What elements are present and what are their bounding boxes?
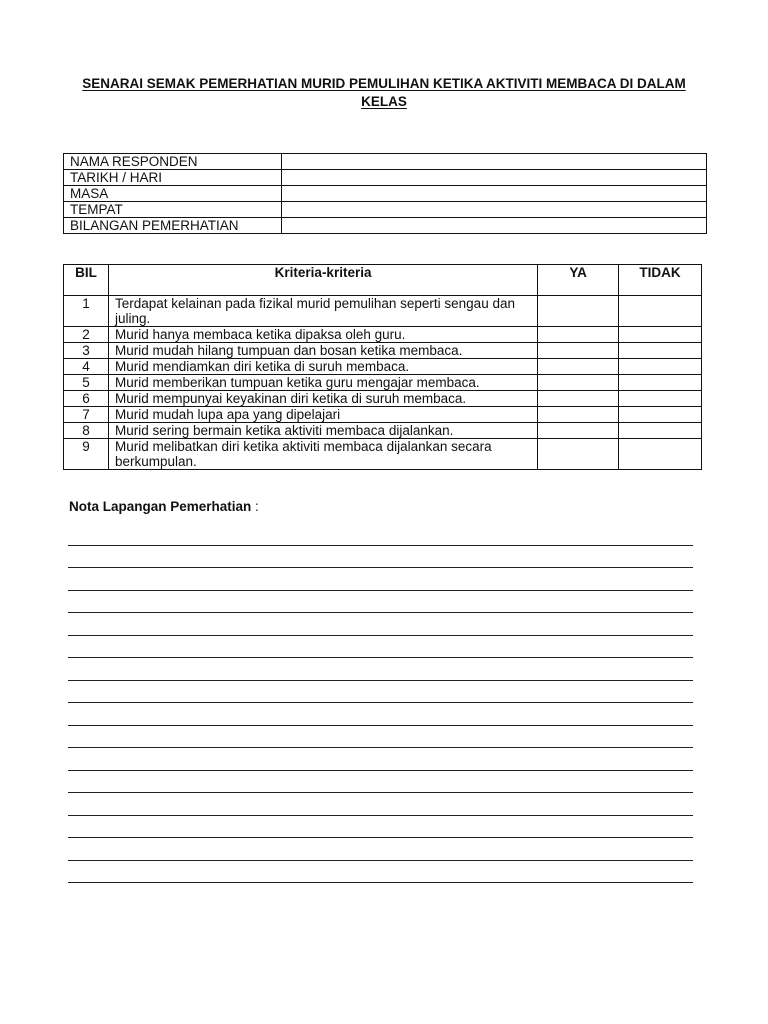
ya-checkbox-cell[interactable]: [538, 375, 619, 391]
row-number: 1: [64, 296, 109, 327]
document-title: SENARAI SEMAK PEMERHATIAN MURID PEMULIHAN KETIKA AKTIVITI MEMBACA DI DALAM KELAS: [82, 76, 686, 109]
note-line[interactable]: [68, 658, 693, 681]
tidak-checkbox-cell[interactable]: [619, 296, 702, 327]
header-bil: BIL: [64, 265, 109, 296]
note-line[interactable]: [68, 591, 693, 614]
info-value-nama-responden[interactable]: [282, 154, 707, 170]
table-row: [64, 423, 702, 439]
table-row: [64, 407, 702, 423]
note-line[interactable]: [68, 613, 693, 636]
note-line[interactable]: [68, 546, 693, 569]
notes-label: Nota Lapangan Pemerhatian: [69, 499, 252, 514]
ya-checkbox-cell[interactable]: [538, 327, 619, 343]
tidak-checkbox-cell[interactable]: [619, 359, 702, 375]
notes-writing-lines[interactable]: [68, 523, 693, 883]
notes-heading: [69, 499, 259, 514]
ya-checkbox-cell[interactable]: [538, 296, 619, 327]
table-row: [64, 186, 707, 202]
table-row: [64, 327, 702, 343]
criteria-text: Murid mendiamkan diri ketika di suruh membaca.: [108, 359, 537, 375]
note-line[interactable]: [68, 771, 693, 794]
note-line[interactable]: [68, 816, 693, 839]
table-header-row: [64, 265, 702, 296]
note-line[interactable]: [68, 523, 693, 546]
criteria-text: Terdapat kelainan pada fizikal murid pemulihan seperti sengau dan juling.: [108, 296, 537, 327]
row-number: 8: [64, 423, 109, 439]
tidak-checkbox-cell[interactable]: [619, 407, 702, 423]
table-row: [64, 218, 707, 234]
respondent-info-table: [63, 153, 707, 234]
table-row: [64, 202, 707, 218]
criteria-text: Murid mudah hilang tumpuan dan bosan ketika membaca.: [108, 343, 537, 359]
row-number: 9: [64, 439, 109, 470]
info-label-nama-responden: NAMA RESPONDEN: [64, 154, 282, 170]
info-value-tarikh-hari[interactable]: [282, 170, 707, 186]
ya-checkbox-cell[interactable]: [538, 423, 619, 439]
row-number: 5: [64, 375, 109, 391]
note-line[interactable]: [68, 568, 693, 591]
note-line[interactable]: [68, 861, 693, 884]
tidak-checkbox-cell[interactable]: [619, 343, 702, 359]
note-line[interactable]: [68, 636, 693, 659]
info-label-tarikh-hari: TARIKH / HARI: [64, 170, 282, 186]
info-label-bilangan-pemerhatian: BILANGAN PEMERHATIAN: [64, 218, 282, 234]
tidak-checkbox-cell[interactable]: [619, 375, 702, 391]
table-row: [64, 296, 702, 327]
table-row: [64, 343, 702, 359]
tidak-checkbox-cell[interactable]: [619, 391, 702, 407]
row-number: 4: [64, 359, 109, 375]
notes-colon: :: [251, 499, 259, 514]
note-line[interactable]: [68, 838, 693, 861]
ya-checkbox-cell[interactable]: [538, 407, 619, 423]
header-criteria: Kriteria-kriteria: [108, 265, 537, 296]
tidak-checkbox-cell[interactable]: [619, 423, 702, 439]
note-line[interactable]: [68, 748, 693, 771]
criteria-text: Murid hanya membaca ketika dipaksa oleh guru.: [108, 327, 537, 343]
info-value-masa[interactable]: [282, 186, 707, 202]
tidak-checkbox-cell[interactable]: [619, 439, 702, 470]
note-line[interactable]: [68, 726, 693, 749]
table-row: [64, 391, 702, 407]
table-row: [64, 375, 702, 391]
row-number: 3: [64, 343, 109, 359]
criteria-checklist-table: [63, 264, 702, 470]
info-label-tempat: TEMPAT: [64, 202, 282, 218]
header-tidak: TIDAK: [619, 265, 702, 296]
ya-checkbox-cell[interactable]: [538, 343, 619, 359]
note-line[interactable]: [68, 681, 693, 704]
info-label-masa: MASA: [64, 186, 282, 202]
table-row: [64, 439, 702, 470]
table-row: [64, 154, 707, 170]
info-value-bilangan-pemerhatian[interactable]: [282, 218, 707, 234]
criteria-text: Murid melibatkan diri ketika aktiviti membaca dijalankan secara berkumpulan.: [108, 439, 537, 470]
row-number: 6: [64, 391, 109, 407]
info-value-tempat[interactable]: [282, 202, 707, 218]
criteria-text: Murid mempunyai keyakinan diri ketika di suruh membaca.: [108, 391, 537, 407]
ya-checkbox-cell[interactable]: [538, 439, 619, 470]
tidak-checkbox-cell[interactable]: [619, 327, 702, 343]
row-number: 7: [64, 407, 109, 423]
header-ya: YA: [538, 265, 619, 296]
table-row: [64, 359, 702, 375]
row-number: 2: [64, 327, 109, 343]
note-line[interactable]: [68, 703, 693, 726]
criteria-text: Murid memberikan tumpuan ketika guru mengajar membaca.: [108, 375, 537, 391]
ya-checkbox-cell[interactable]: [538, 391, 619, 407]
ya-checkbox-cell[interactable]: [538, 359, 619, 375]
table-row: [64, 170, 707, 186]
criteria-text: Murid sering bermain ketika aktiviti membaca dijalankan.: [108, 423, 537, 439]
criteria-text: Murid mudah lupa apa yang dipelajari: [108, 407, 537, 423]
note-line[interactable]: [68, 793, 693, 816]
